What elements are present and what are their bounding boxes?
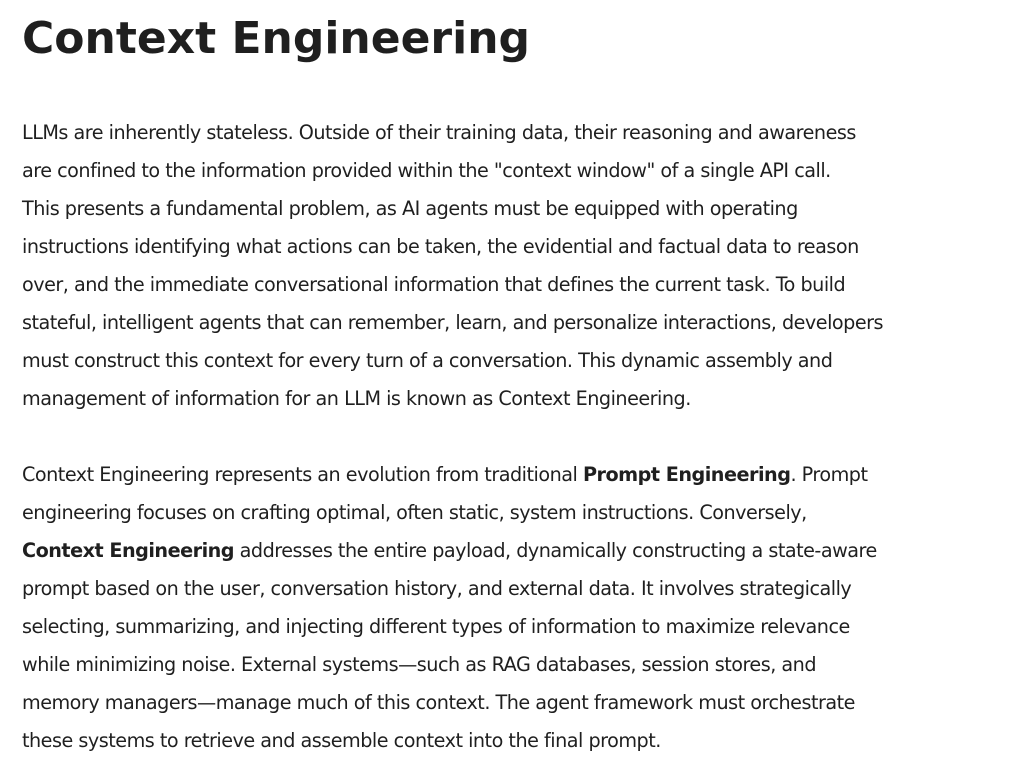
- paragraph-line: LLMs are inherently stateless. Outside of their training data, their reasoning and awareness: [22, 121, 856, 144]
- paragraph-text: Context Engineering represents an evolution from traditional: [22, 463, 583, 486]
- intro-paragraph: [22, 114, 1012, 418]
- paragraph-text: addresses the entire payload, dynamically constructing a state-aware: [234, 539, 877, 562]
- paragraph-line: instructions identifying what actions can be taken, the evidential and factual data to reason: [22, 235, 859, 258]
- paragraph-line: This presents a fundamental problem, as AI agents must be equipped with operating: [22, 197, 798, 220]
- bold-term-prompt-engineering: Prompt Engineering: [582, 463, 791, 486]
- paragraph-line: prompt based on the user, conversation history, and external data. It involves strategically: [22, 577, 852, 600]
- page-title: Context Engineering: [22, 13, 531, 64]
- bold-term-context-engineering: Context Engineering: [22, 539, 235, 562]
- paragraph-line: selecting, summarizing, and injecting different types of information to maximize relevance: [22, 615, 850, 638]
- article: [22, 0, 1012, 760]
- paragraph-line: [22, 532, 1012, 570]
- comparison-paragraph: [22, 456, 1012, 760]
- paragraph-line: are confined to the information provided within the "context window" of a single API call.: [22, 159, 831, 182]
- paragraph-line: management of information for an LLM is known as Context Engineering.: [22, 387, 691, 410]
- paragraph-line: [22, 456, 1012, 494]
- paragraph-line: stateful, intelligent agents that can remember, learn, and personalize interactions, developers: [22, 311, 884, 334]
- paragraph-line: these systems to retrieve and assemble context into the final prompt.: [22, 729, 661, 752]
- paragraph-line: must construct this context for every turn of a conversation. This dynamic assembly and: [22, 349, 833, 372]
- paragraph-line: memory managers—manage much of this context. The agent framework must orchestrate: [22, 691, 855, 714]
- paragraph-line: engineering focuses on crafting optimal, often static, system instructions. Conversely,: [22, 501, 807, 524]
- paragraph-line: over, and the immediate conversational information that defines the current task. To build: [22, 273, 846, 296]
- paragraph-text: . Prompt: [790, 463, 868, 486]
- paragraph-line: while minimizing noise. External systems—such as RAG databases, session stores, and: [22, 653, 817, 676]
